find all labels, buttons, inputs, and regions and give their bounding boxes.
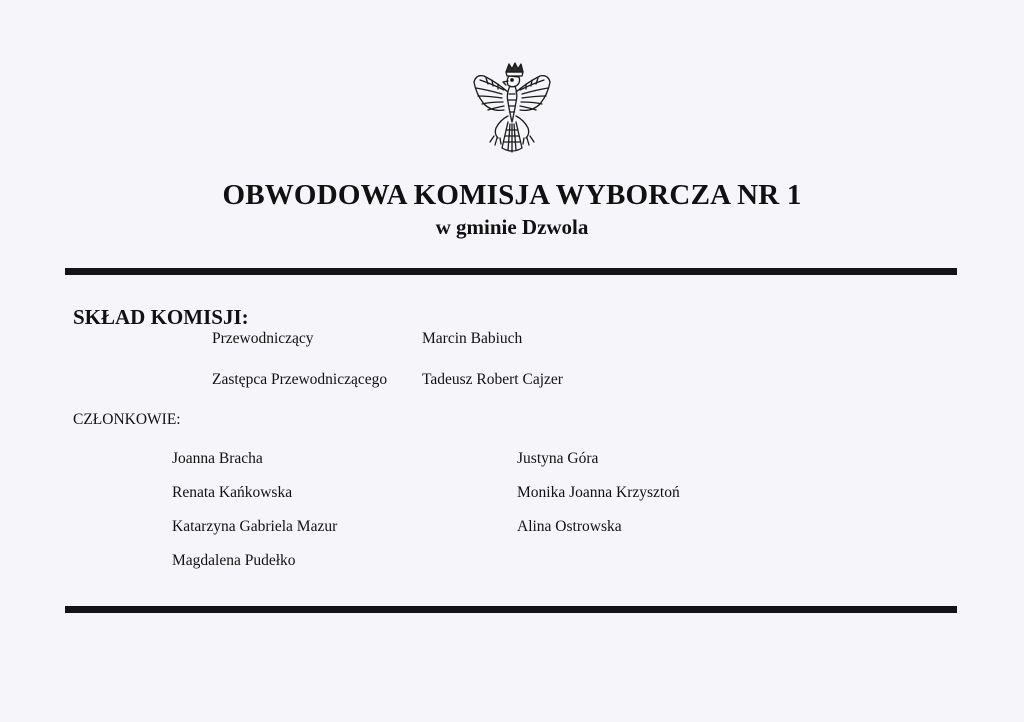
member-name: Monika Joanna Krzysztoń [517, 484, 680, 501]
polish-eagle-emblem-icon [466, 58, 558, 162]
member-name: Justyna Góra [517, 450, 599, 467]
divider-bottom [65, 606, 957, 613]
page-subtitle: w gminie Dzwola [435, 215, 589, 239]
officer-role-chair: Przewodniczący [212, 330, 314, 347]
officer-name-deputy: Tadeusz Robert Cajzer [422, 371, 563, 388]
member-name: Renata Kańkowska [172, 484, 293, 501]
members-heading: CZŁONKOWIE: [73, 411, 181, 428]
composition-heading: SKŁAD KOMISJI: [73, 305, 249, 329]
officer-role-deputy: Zastępca Przewodniczącego [212, 371, 388, 388]
officer-name-chair: Marcin Babiuch [422, 330, 523, 347]
page-title: OBWODOWA KOMISJA WYBORCZA NR 1 [222, 179, 802, 211]
member-name: Magdalena Pudełko [172, 552, 296, 569]
member-name: Joanna Bracha [172, 450, 263, 467]
divider-top [65, 268, 957, 275]
member-name: Alina Ostrowska [517, 518, 622, 535]
member-name: Katarzyna Gabriela Mazur [172, 518, 338, 535]
